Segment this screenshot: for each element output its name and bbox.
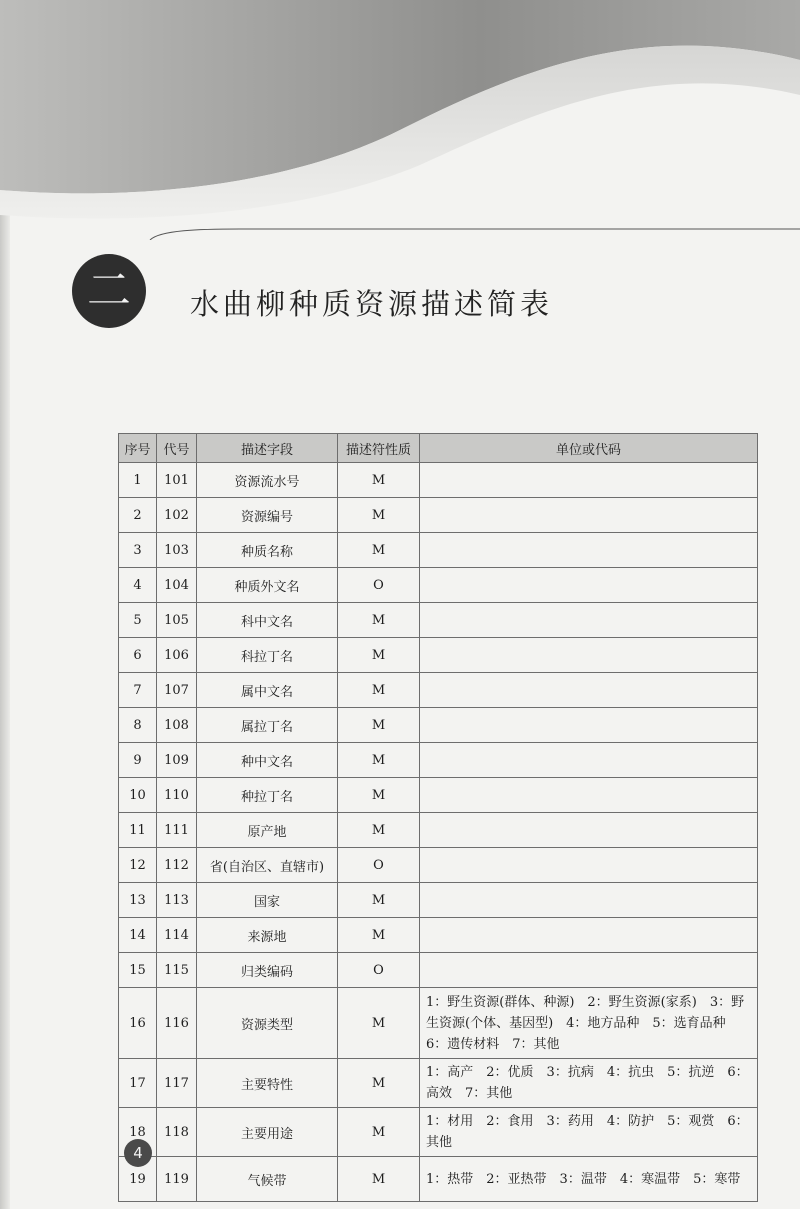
cell-field: 种中文名 (197, 743, 338, 778)
cell-serial: 8 (119, 708, 157, 743)
cell-nature: M (338, 778, 420, 813)
header-code: 代号 (157, 434, 197, 463)
table-row (119, 988, 758, 1059)
cell-serial: 14 (119, 918, 157, 953)
cell-unit (420, 883, 758, 918)
cell-field: 科拉丁名 (197, 638, 338, 673)
chapter-title: 水曲柳种质资源描述简表 (190, 287, 554, 321)
cell-field: 主要特性 (197, 1059, 338, 1108)
cell-serial: 18 (119, 1108, 157, 1157)
cell-unit (420, 568, 758, 603)
descriptor-table (118, 433, 758, 1202)
cell-unit: 1：材用 2：食用 3：药用 4：防护 5：观赏 6：其他 (420, 1108, 758, 1157)
cell-serial: 13 (119, 883, 157, 918)
cell-code: 101 (157, 463, 197, 498)
chapter-number-badge: 二 (72, 254, 146, 328)
cell-code: 119 (157, 1157, 197, 1202)
table-row (119, 533, 758, 568)
cell-unit: 1：高产 2：优质 3：抗病 4：抗虫 5：抗逆 6：高效 7：其他 (420, 1059, 758, 1108)
cell-code: 107 (157, 673, 197, 708)
cell-code: 102 (157, 498, 197, 533)
cell-field: 属中文名 (197, 673, 338, 708)
cell-code: 110 (157, 778, 197, 813)
cell-code: 113 (157, 883, 197, 918)
cell-nature: M (338, 813, 420, 848)
table-row (119, 953, 758, 988)
cell-serial: 4 (119, 568, 157, 603)
cell-nature: M (338, 1108, 420, 1157)
cell-field: 省(自治区、直辖市) (197, 848, 338, 883)
table-row (119, 1157, 758, 1202)
cell-nature: M (338, 638, 420, 673)
header-unit: 单位或代码 (420, 434, 758, 463)
cell-field: 主要用途 (197, 1108, 338, 1157)
cell-serial: 6 (119, 638, 157, 673)
cell-code: 103 (157, 533, 197, 568)
cell-nature: M (338, 673, 420, 708)
cell-field: 原产地 (197, 813, 338, 848)
table-row (119, 743, 758, 778)
table-row (119, 708, 758, 743)
cell-code: 115 (157, 953, 197, 988)
cell-serial: 5 (119, 603, 157, 638)
cell-nature: O (338, 953, 420, 988)
table-row (119, 778, 758, 813)
cell-unit (420, 533, 758, 568)
table-row (119, 813, 758, 848)
cell-serial: 10 (119, 778, 157, 813)
cell-unit (420, 603, 758, 638)
cell-nature: M (338, 918, 420, 953)
table-row (119, 568, 758, 603)
cell-serial: 16 (119, 988, 157, 1059)
cell-nature: M (338, 743, 420, 778)
cell-unit (420, 498, 758, 533)
cell-nature: M (338, 603, 420, 638)
cell-nature: M (338, 883, 420, 918)
cell-nature: M (338, 1157, 420, 1202)
table-row (119, 883, 758, 918)
cell-field: 气候带 (197, 1157, 338, 1202)
cell-unit (420, 743, 758, 778)
cell-serial: 19 (119, 1157, 157, 1202)
cell-unit (420, 708, 758, 743)
table-header-row (119, 434, 758, 463)
header-field: 描述字段 (197, 434, 338, 463)
header-serial: 序号 (119, 434, 157, 463)
cell-nature: M (338, 498, 420, 533)
cell-nature: O (338, 848, 420, 883)
cell-field: 种质外文名 (197, 568, 338, 603)
cell-serial: 1 (119, 463, 157, 498)
cell-unit: 1：野生资源(群体、种源) 2：野生资源(家系) 3：野生资源(个体、基因型) 4：地方品种 5：选育品种 6：遗传材料 7：其他 (420, 988, 758, 1059)
cell-serial: 15 (119, 953, 157, 988)
table-row (119, 1059, 758, 1108)
cell-serial: 7 (119, 673, 157, 708)
cell-code: 116 (157, 988, 197, 1059)
cell-nature: M (338, 988, 420, 1059)
table-row (119, 1108, 758, 1157)
cell-code: 111 (157, 813, 197, 848)
cell-field: 来源地 (197, 918, 338, 953)
table-row (119, 848, 758, 883)
cell-serial: 3 (119, 533, 157, 568)
cell-unit (420, 673, 758, 708)
cell-unit (420, 918, 758, 953)
cell-field: 种质名称 (197, 533, 338, 568)
cell-code: 108 (157, 708, 197, 743)
table-row (119, 463, 758, 498)
header-wave-decoration (0, 0, 800, 240)
cell-nature: M (338, 463, 420, 498)
page-number: 4 (124, 1139, 152, 1167)
table-row (119, 603, 758, 638)
cell-serial: 17 (119, 1059, 157, 1108)
cell-code: 114 (157, 918, 197, 953)
cell-code: 117 (157, 1059, 197, 1108)
cell-code: 104 (157, 568, 197, 603)
cell-field: 资源编号 (197, 498, 338, 533)
cell-code: 118 (157, 1108, 197, 1157)
cell-field: 国家 (197, 883, 338, 918)
cell-unit (420, 813, 758, 848)
cell-nature: O (338, 568, 420, 603)
cell-serial: 12 (119, 848, 157, 883)
cell-code: 105 (157, 603, 197, 638)
cell-code: 109 (157, 743, 197, 778)
cell-serial: 11 (119, 813, 157, 848)
cell-field: 种拉丁名 (197, 778, 338, 813)
table-row (119, 498, 758, 533)
cell-code: 112 (157, 848, 197, 883)
cell-unit (420, 848, 758, 883)
cell-nature: M (338, 1059, 420, 1108)
cell-unit: 1：热带 2：亚热带 3：温带 4：寒温带 5：寒带 (420, 1157, 758, 1202)
header-nature: 描述符性质 (338, 434, 420, 463)
cell-nature: M (338, 533, 420, 568)
cell-unit (420, 638, 758, 673)
cell-field: 资源类型 (197, 988, 338, 1059)
table-row (119, 638, 758, 673)
cell-field: 科中文名 (197, 603, 338, 638)
table-row (119, 918, 758, 953)
cell-serial: 2 (119, 498, 157, 533)
cell-nature: M (338, 708, 420, 743)
cell-field: 属拉丁名 (197, 708, 338, 743)
cell-field: 资源流水号 (197, 463, 338, 498)
cell-serial: 9 (119, 743, 157, 778)
cell-unit (420, 778, 758, 813)
cell-unit (420, 463, 758, 498)
table-row (119, 673, 758, 708)
cell-unit (420, 953, 758, 988)
cell-code: 106 (157, 638, 197, 673)
cell-field: 归类编码 (197, 953, 338, 988)
